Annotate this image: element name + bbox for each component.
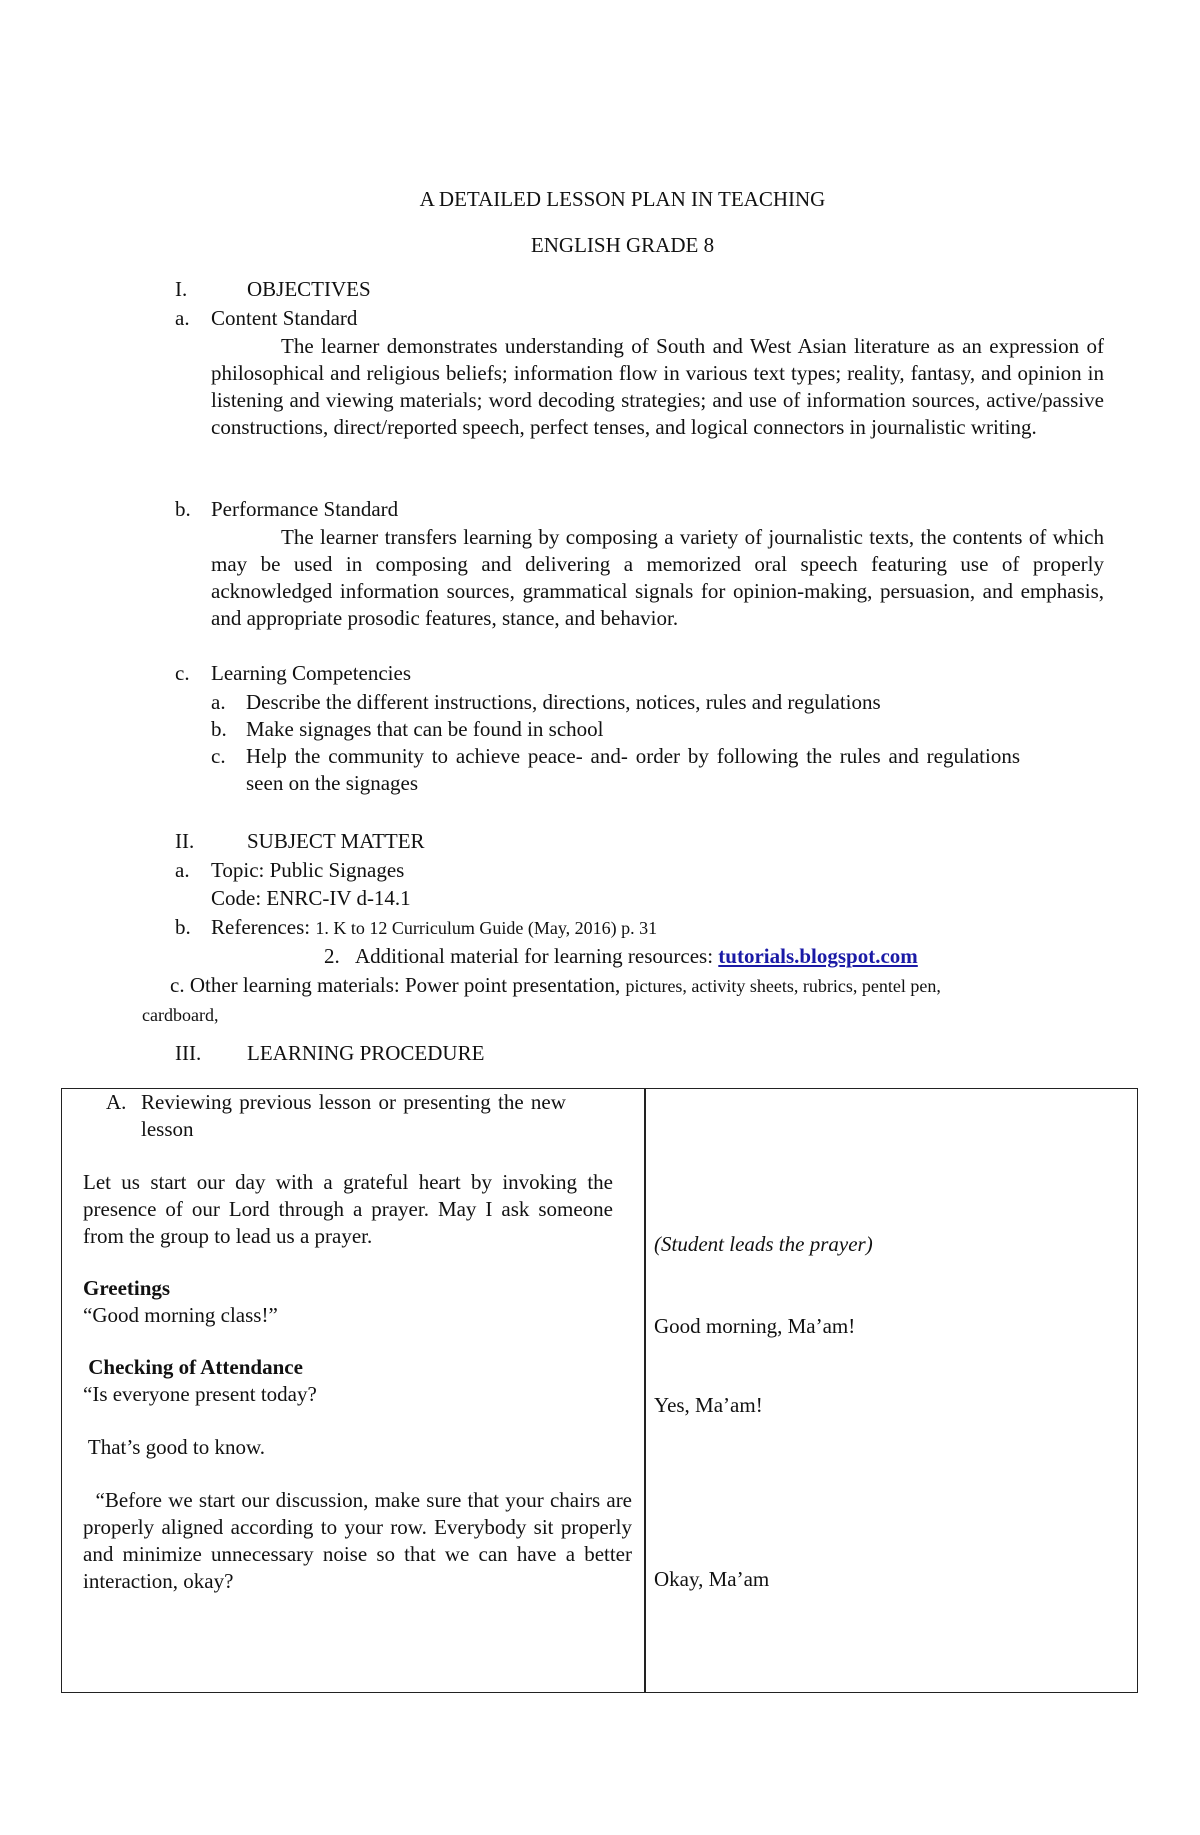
good-to-know-text: That’s good to know. xyxy=(83,1435,265,1459)
section1-heading: OBJECTIVES xyxy=(247,277,371,301)
other-materials-text: c. Other learning materials: Power point presentation, xyxy=(170,973,626,997)
content-standard-label: Content Standard xyxy=(211,306,358,330)
competency-marker: a. xyxy=(211,690,226,714)
performance-standard-marker: b. xyxy=(175,497,191,521)
table-column-divider xyxy=(644,1088,646,1693)
references-line xyxy=(211,914,657,942)
competency-text: Describe the different instructions, directions, notices, rules and regulations xyxy=(246,690,881,714)
content-standard-text: The learner demonstrates understanding of South and West Asian literature as an expression of philosophical and religious beliefs; information flow in various text types; reality, fantasy, and opinion in listening and viewing materials; word decoding strategies; and use of information sources, active/passive constructions, direct/reported speech, perfect tenses, and logical connectors in journalistic writing. xyxy=(211,334,1104,439)
reference-1: 1. K to 12 Curriculum Guide (May, 2016) p. 31 xyxy=(315,918,658,938)
code-text: Code: ENRC-IV d-14.1 xyxy=(211,886,411,910)
section3-numeral: III. xyxy=(175,1041,202,1065)
learning-competencies-marker: c. xyxy=(175,661,190,685)
okay-response: Okay, Ma’am xyxy=(654,1567,770,1591)
section2-numeral: II. xyxy=(175,829,195,853)
section3-heading: LEARNING PROCEDURE xyxy=(247,1041,485,1065)
reference-2-text: Additional material for learning resources: xyxy=(355,944,719,968)
greeting-response: Good morning, Ma’am! xyxy=(654,1314,856,1338)
review-heading-continued: lesson xyxy=(141,1117,194,1141)
prayer-text: Let us start our day with a grateful heart by invoking the presence of our Lord through a prayer. May I ask someone from the group to lead us a prayer. xyxy=(83,1170,613,1248)
topic-text: Topic: Public Signages xyxy=(211,858,405,882)
performance-standard-label: Performance Standard xyxy=(211,497,399,521)
reference-2-number: 2. xyxy=(324,944,340,968)
content-standard-marker: a. xyxy=(175,306,190,330)
references-label: References: xyxy=(211,915,316,939)
greetings-label: Greetings xyxy=(83,1276,171,1300)
document-title-line1: A DETAILED LESSON PLAN IN TEACHING xyxy=(419,187,826,211)
tutorials-link[interactable]: tutorials.blogspot.com xyxy=(718,944,918,968)
review-marker: A. xyxy=(106,1090,127,1114)
other-materials-line xyxy=(170,972,941,1000)
greetings-text: “Good morning class!” xyxy=(83,1303,278,1327)
attendance-text: “Is everyone present today? xyxy=(83,1382,317,1406)
learning-competencies-label: Learning Competencies xyxy=(211,661,412,685)
competency-text: Help the community to achieve peace- and- order by following the rules and regulations seen on the signages xyxy=(246,744,1020,795)
review-heading: Reviewing previous lesson or presenting the new xyxy=(141,1090,566,1114)
competency-marker: b. xyxy=(211,717,227,741)
competency-marker: c. xyxy=(211,744,226,768)
chairs-text: “Before we start our discussion, make sure that your chairs are properly aligned according to your row. Everybody sit properly and minimize unnecessary noise so that we can have a better interaction, okay? xyxy=(83,1488,638,1593)
performance-standard-text: The learner transfers learning by composing a variety of journalistic texts, the contents of which may be used in composing and delivering a memorized oral speech featuring use of properly acknowledged information sources, grammatical signals for opinion-making, persuasion, and emphasis, and appropriate prosodic features, stance, and behavior. xyxy=(211,525,1104,630)
section1-numeral: I. xyxy=(175,277,188,301)
prayer-response: (Student leads the prayer) xyxy=(654,1232,873,1256)
document-title-line2: ENGLISH GRADE 8 xyxy=(530,233,715,257)
competency-text: Make signages that can be found in school xyxy=(246,717,604,741)
section2-heading: SUBJECT MATTER xyxy=(247,829,425,853)
reference-2-line xyxy=(355,943,918,970)
attendance-response: Yes, Ma’am! xyxy=(654,1393,763,1417)
references-marker: b. xyxy=(175,915,191,939)
other-materials-continued: cardboard, xyxy=(142,1005,219,1025)
other-materials-list: pictures, activity sheets, rubrics, pentel pen, xyxy=(625,976,941,996)
topic-marker: a. xyxy=(175,858,190,882)
attendance-label: Checking of Attendance xyxy=(83,1355,303,1379)
